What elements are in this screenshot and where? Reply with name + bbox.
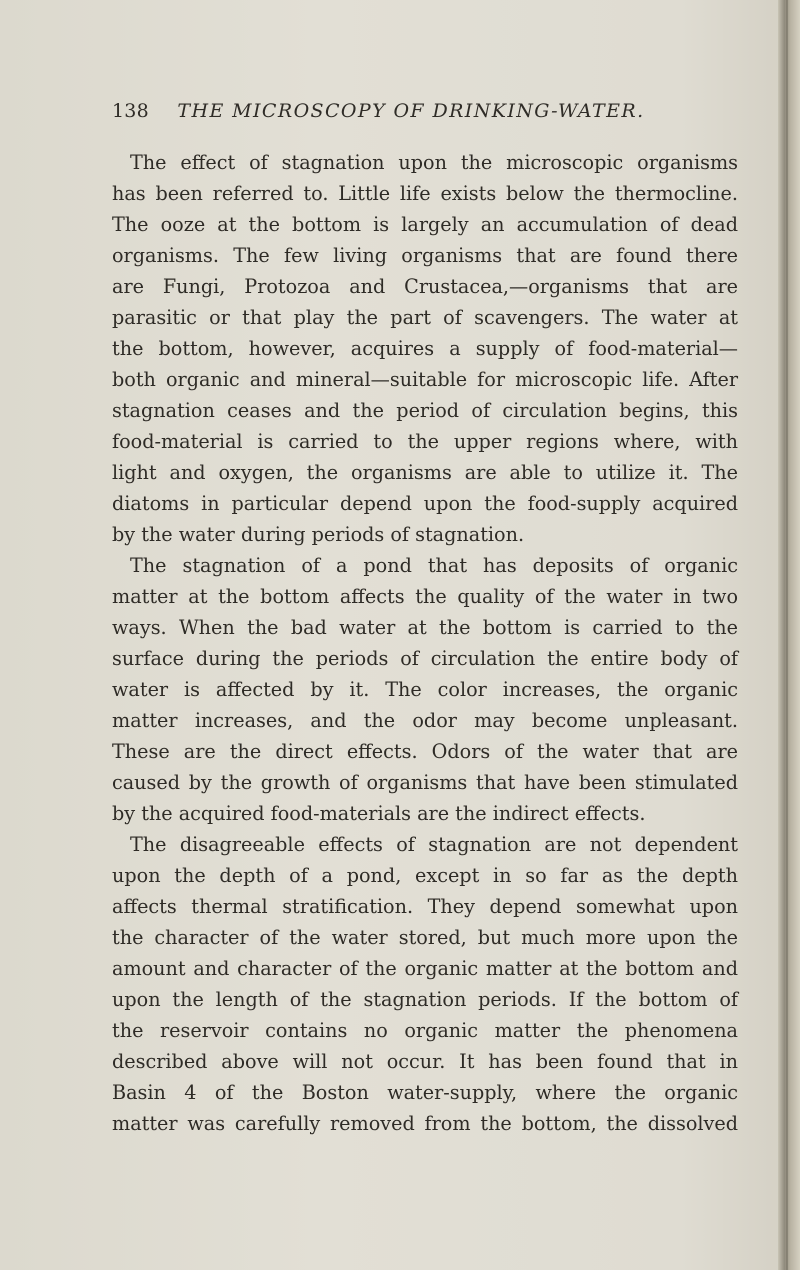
text-line: These are the direct effects. Odors of the water that are [112,740,738,763]
text-line: matter increases, and the odor may become unpleasant. [112,709,738,732]
text-line: the bottom, however, acquires a supply of food-material— [112,337,738,360]
text-line: amount and character of the organic matter at the bottom and [112,957,738,980]
text-line: water is affected by it. The color increases, the organic [112,678,738,701]
text-line: described above will not occur. It has been found that in [112,1050,738,1073]
text-line: upon the depth of a pond, except in so far as the depth [112,864,738,887]
text-line: matter at the bottom affects the quality of the water in two [112,585,738,608]
text-line: both organic and mineral—suitable for microscopic life. After [112,368,738,391]
running-head-title: THE MICROSCOPY OF DRINKING-WATER. [177,100,645,122]
text-line: the reservoir contains no organic matter the phenomena [112,1019,738,1042]
text-line: affects thermal stratification. They depend somewhat upon [112,895,738,918]
text-line: parasitic or that play the part of scavengers. The water at [112,306,738,329]
text-line: the character of the water stored, but much more upon the [112,926,738,949]
text-line: light and oxygen, the organisms are able to utilize it. The [112,461,738,484]
text-line: diatoms in particular depend upon the food-supply acquired [112,492,738,515]
text-line: surface during the periods of circulation the entire body of [112,647,738,670]
body-text [112,147,738,1139]
text-line: upon the length of the stagnation periods. If the bottom of [112,988,738,1011]
text-line: food-material is carried to the upper regions where, with [112,430,738,453]
text-line: The effect of stagnation upon the microscopic organisms [130,151,738,174]
text-line: ways. When the bad water at the bottom is carried to the [112,616,738,639]
text-line: The ooze at the bottom is largely an accumulation of dead [112,213,738,236]
text-line: has been referred to. Little life exists below the thermocline. [112,182,738,205]
text-line: matter was carefully removed from the bottom, the dissolved [112,1112,738,1135]
text-line: stagnation ceases and the period of circulation begins, this [112,399,738,422]
text-line: organisms. The few living organisms that are found there [112,244,738,267]
text-line: caused by the growth of organisms that have been stimulated [112,771,738,794]
page-number: 138 [112,100,149,122]
text-line: Basin 4 of the Boston water-supply, where the organic [112,1081,738,1104]
page-edge [778,0,800,1270]
text-line: The stagnation of a pond that has deposits of organic [130,554,738,577]
text-line: The disagreeable effects of stagnation are not dependent [130,833,738,856]
page-edge-line [786,0,788,1270]
text-line: by the water during periods of stagnation. [112,523,525,546]
text-line: by the acquired food-materials are the indirect effects. [112,802,646,825]
text-line: are Fungi, Protozoa and Crustacea,—organisms that are [112,275,738,298]
running-head [112,100,645,122]
